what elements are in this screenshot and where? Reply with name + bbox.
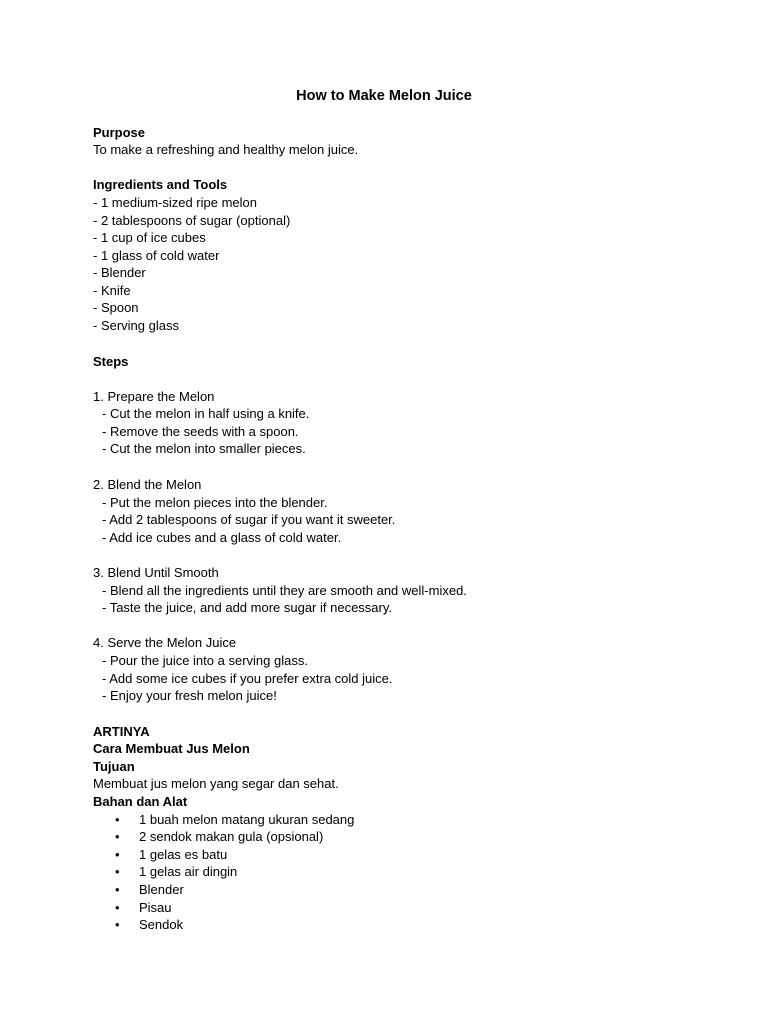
purpose-text: To make a refreshing and healthy melon juice.	[93, 142, 359, 157]
list-item: • 1 buah melon matang ukuran sedang	[115, 812, 355, 827]
bullet-icon: •	[115, 882, 120, 897]
document-title: How to Make Melon Juice	[296, 88, 472, 104]
step-substep: - Put the melon pieces into the blender.	[102, 495, 328, 510]
bullet-icon: •	[115, 900, 120, 915]
bullet-icon: •	[115, 812, 120, 827]
bullet-icon: •	[115, 847, 120, 862]
step-substep: - Remove the seeds with a spoon.	[102, 424, 299, 439]
ingredient-item: - Serving glass	[93, 318, 179, 333]
step-substep: - Enjoy your fresh melon juice!	[102, 688, 277, 703]
ingredient-item: - 1 glass of cold water	[93, 248, 220, 263]
step-substep: - Blend all the ingredients until they are smooth and well-mixed.	[102, 583, 467, 598]
step-substep: - Cut the melon in half using a knife.	[102, 406, 310, 421]
bullet-icon: •	[115, 829, 120, 844]
ingredient-item: - Spoon	[93, 300, 139, 315]
translation-purpose-text: Membuat jus melon yang segar dan sehat.	[93, 776, 339, 791]
ingredients-heading: Ingredients and Tools	[93, 177, 228, 192]
list-item: • 1 gelas air dingin	[115, 864, 238, 879]
step-substep: - Add some ice cubes if you prefer extra cold juice.	[102, 671, 393, 686]
ingredient-item: - Knife	[93, 283, 131, 298]
translation-purpose-heading: Tujuan	[93, 759, 135, 774]
step-title: 4. Serve the Melon Juice	[93, 635, 237, 650]
translation-label: ARTINYA	[93, 724, 150, 739]
bullet-icon: •	[115, 864, 120, 879]
step-substep: - Add 2 tablespoons of sugar if you want it sweeter.	[102, 512, 396, 527]
ingredient-item: - Blender	[93, 265, 146, 280]
list-item: • Blender	[115, 882, 184, 897]
step-substep: - Add ice cubes and a glass of cold water.	[102, 530, 342, 545]
step-substep: - Taste the juice, and add more sugar if necessary.	[102, 600, 393, 615]
ingredient-item: - 2 tablespoons of sugar (optional)	[93, 213, 291, 228]
ingredient-item: - 1 medium-sized ripe melon	[93, 195, 258, 210]
list-item: • 1 gelas es batu	[115, 847, 228, 862]
ingredient-item: - 1 cup of ice cubes	[93, 230, 206, 245]
steps-heading: Steps	[93, 354, 129, 369]
step-substep: - Cut the melon into smaller pieces.	[102, 441, 306, 456]
step-substep: - Pour the juice into a serving glass.	[102, 653, 308, 668]
step-title: 1. Prepare the Melon	[93, 389, 215, 404]
list-item: • Pisau	[115, 900, 172, 915]
list-item: • Sendok	[115, 917, 184, 932]
step-title: 3. Blend Until Smooth	[93, 565, 219, 580]
step-title: 2. Blend the Melon	[93, 477, 202, 492]
list-item: • 2 sendok makan gula (opsional)	[115, 829, 324, 844]
translation-ingredients-heading: Bahan dan Alat	[93, 794, 188, 809]
bullet-icon: •	[115, 917, 120, 932]
translation-title: Cara Membuat Jus Melon	[93, 741, 250, 756]
purpose-heading: Purpose	[93, 125, 146, 140]
